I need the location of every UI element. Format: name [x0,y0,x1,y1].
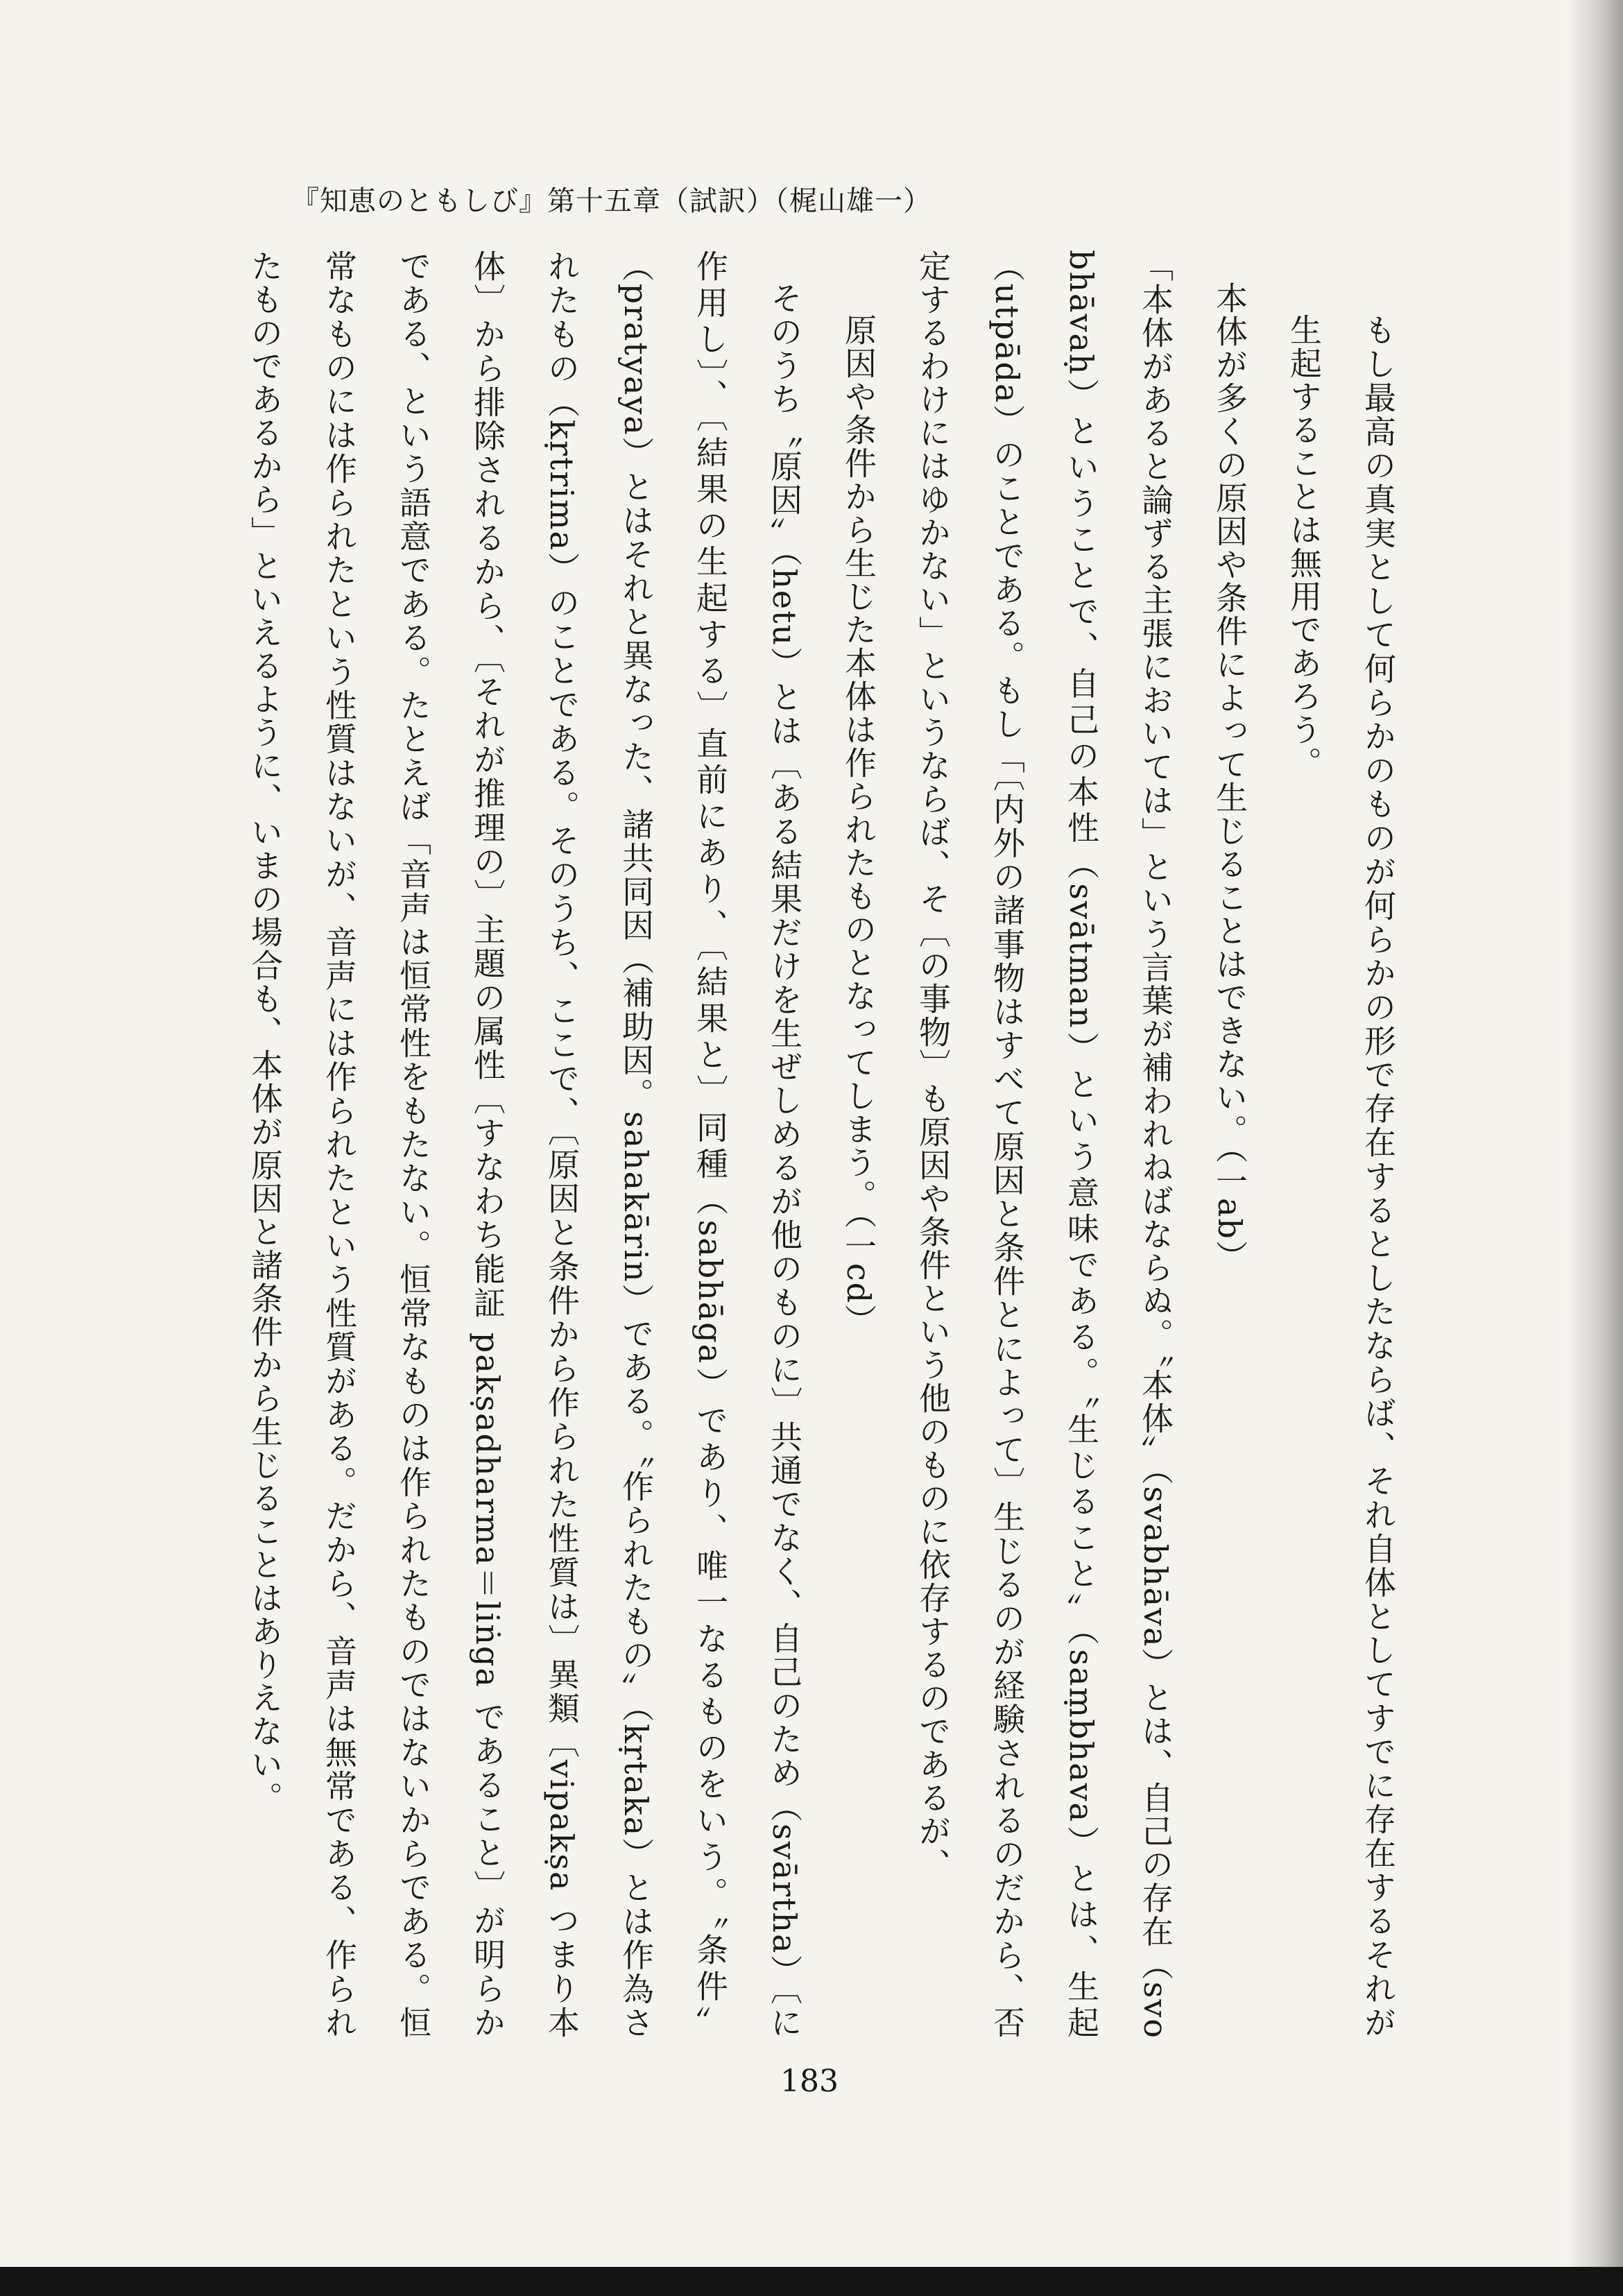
commentary-paragraph-2: そのうち〝原因〟（hetu）とは〔ある結果だけを生ぜしめるが他のものに〕共通でなく、自己のため（svārtha）〔に作用し〕、〔結果の生起する〕直前にあり、〔結果と〕同種（sabhāga）であり、唯一なるものをいう。〝条件〟（pratyaya）とはそれと異なった、諸共同因（補助因。sahakārin）である。〝作られたもの〟（kṛtaka）とは作為されたもの（kṛtrima）のことである。そのうち、ここで、〔原因と条件から作られた性質は〕異類〔vipakṣa つまり本体〕から排除されるから、〔それが推理の〕主題の属性〔すなわち能証 pakṣadharma＝liṅga であること〕が明らかである、という語意である。たとえば「音声は恒常性をもたない。恒常なものは作られたものではないからである。恒常なものには作られたという性質はないが、音声には作られたという性質がある。だから、音声は無常である、作られたものであるから」といえるように、いまの場合も、本体が原因と諸条件から生じることはありえない。 [246,250,803,2040]
running-header: 『知恵のともしび』第十五章（試訳）（梶山雄一） [291,185,931,217]
scan-bottom-edge [0,2267,1623,2296]
commentary-paragraph-1: 「本体があると論ずる主張においては」という言葉が補われねばならぬ。〝本体〟（svabhāva）とは、自己の存在（svo bhāvaḥ）ということで、自己の本性（svātman）という意味である。〝生じること〟（saṃbhava）とは、生起（utpāda）のことである。もし「〔内外の諸事物はすべて原因と条件とによって〕生じるのが経験されるのだから、否定するわけにはゆかない」というならば、そ〔の事物〕も原因や条件という他のものに依存するのであるが、 [914,250,1174,2039]
page-number: 183 [780,2064,839,2099]
verse-1a: もし最高の真実として何らかのものが何らかの形で存在するとしたならば、それ自体としてすでに存在するそれが生起することは無用であろう。 [1285,314,1397,2040]
verse-1cd: 原因や条件から生じた本体は作られたものとなってしまう。（一cd） [840,314,877,1338]
body-text [227,250,1415,2039]
verse-1b: 本体が多くの原因や条件によって生じることはできない。（一ab） [1211,282,1248,1274]
page-edge-shadow [1568,0,1623,2296]
